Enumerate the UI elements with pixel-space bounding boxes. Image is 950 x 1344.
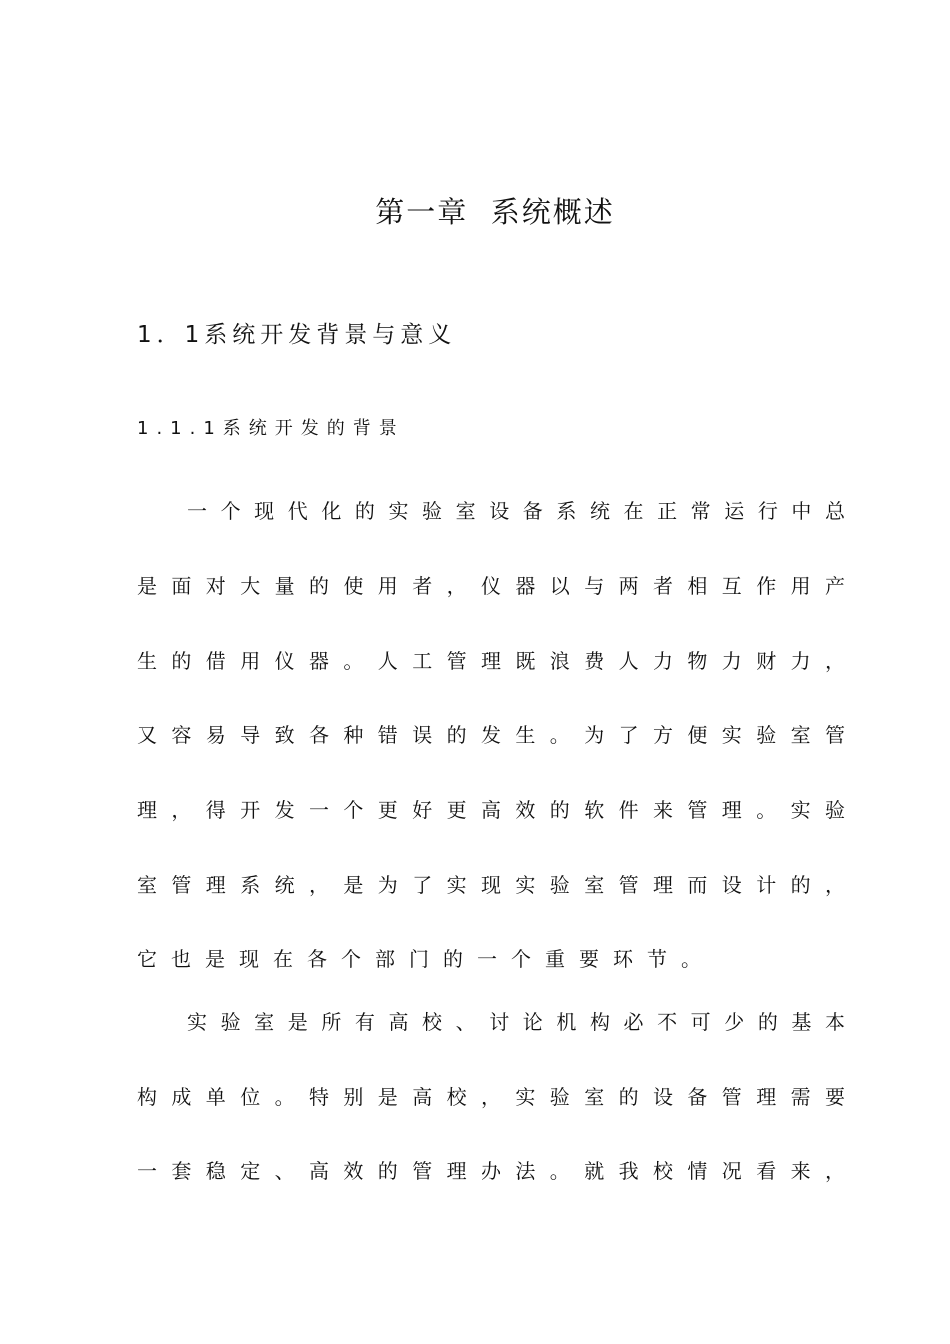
subsection-heading: 1.1.1系统开发的背景 xyxy=(137,418,405,439)
paragraph-2-line-1: 实 验 室 是 所 有 高 校 、 讨 论 机 构 必 不 可 少 的 基 本 xyxy=(187,1010,845,1034)
paragraph-2-line-2: 构 成 单 位 。 特 别 是 高 校 ， 实 验 室 的 设 备 管 理 需 要 xyxy=(137,1085,845,1109)
paragraph-1-line-3: 生 的 借 用 仪 器 。 人 工 管 理 既 浪 费 人 力 物 力 财 力 ， xyxy=(137,649,845,673)
section-heading: 1．1系统开发背景与意义 xyxy=(137,322,457,348)
paragraph-1-line-5: 理 ， 得 开 发 一 个 更 好 更 高 效 的 软 件 来 管 理 。 实 验 xyxy=(137,798,845,822)
paragraph-1-line-4: 又 容 易 导 致 各 种 错 误 的 发 生 。 为 了 方 便 实 验 室 管 xyxy=(137,723,845,747)
paragraph-1-line-2: 是 面 对 大 量 的 使 用 者 ， 仪 器 以 与 两 者 相 互 作 用 产 xyxy=(137,574,845,598)
paragraph-1-line-6: 室 管 理 系 统 ， 是 为 了 实 现 实 验 室 管 理 而 设 计 的 ， xyxy=(137,873,845,897)
paragraph-1-line-1: 一 个 现 代 化 的 实 验 室 设 备 系 统 在 正 常 运 行 中 总 xyxy=(187,499,845,523)
paragraph-2-line-3: 一 套 稳 定 、 高 效 的 管 理 办 法 。 就 我 校 情 况 看 来 ， xyxy=(137,1159,845,1183)
paragraph-1-line-7: 它也是现在各个部门的一个重要环节。 xyxy=(137,947,715,971)
chapter-title: 第一章 系统概述 xyxy=(375,195,615,229)
